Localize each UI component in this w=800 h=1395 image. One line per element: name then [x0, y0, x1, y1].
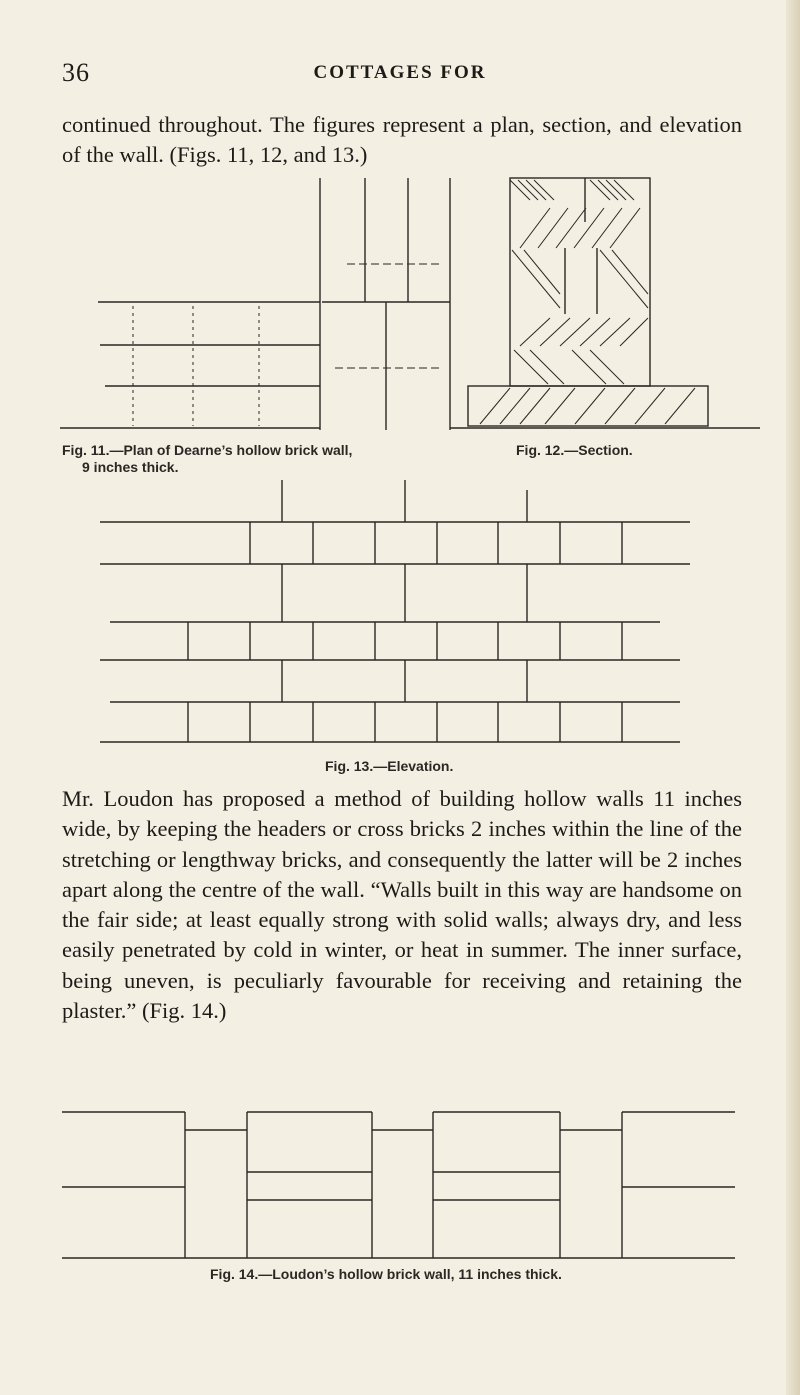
fig14-drawing [0, 1112, 800, 1262]
running-head [0, 58, 800, 90]
running-head-title: COTTAGES FOR [313, 62, 487, 83]
fig13-elevation-drawing [0, 480, 800, 740]
fig13-caption: Fig. 13.—Elevation. [325, 758, 454, 774]
fig14-caption: Fig. 14.—Loudon’s hollow brick wall, 11 inches thick. [210, 1266, 562, 1282]
intro-paragraph: continued throughout. The figures represent a plan, section, and elevation of the wall. (Figs. 11, 12, and 13.) [62, 112, 742, 167]
page-number: 36 [62, 58, 90, 87]
fig11-caption-line2: 9 inches thick. [82, 459, 179, 475]
body-paragraph: Mr. Loudon has proposed a method of building hollow walls 11 inches wide, by keeping the headers or cross bricks 2 inches within the line of the stretching or lengthway bricks, and consequently the latter will be 2 inches apart along the centre of the wall. “Walls built in this way are handsome on the fair side; at least equally strong with solid walls; always dry, and less easily penetrated by cold in winter, or heat in summer. The inner surface, being uneven, is peculiarly favourable for receiving and retaining the plaster.” (Fig. 14.) [62, 786, 742, 1024]
fig11-caption [62, 442, 462, 476]
fig12-caption: Fig. 12.—Section. [516, 442, 633, 458]
fig11-caption-line1: Fig. 11.—Plan of Dearne’s hollow brick wall, [62, 442, 353, 458]
fig11-fig12-drawing [0, 178, 800, 478]
